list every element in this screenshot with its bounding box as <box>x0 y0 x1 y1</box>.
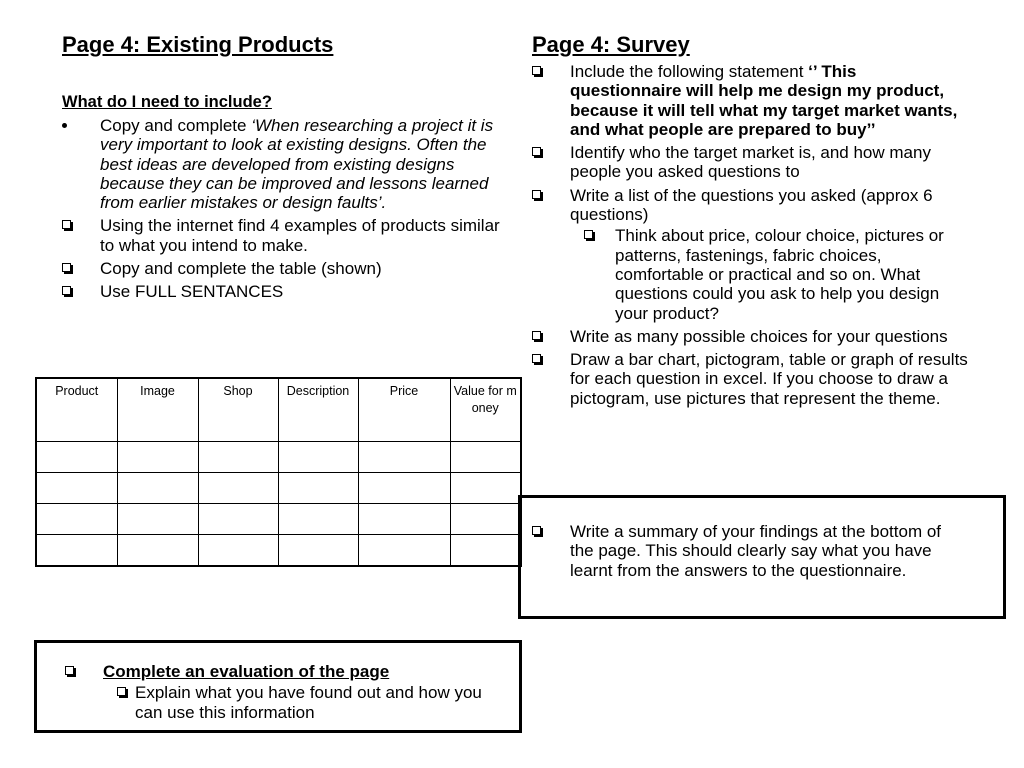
table-cell <box>117 535 198 567</box>
evaluation-subitem-text: Explain what you have found out and how you can use this information <box>135 683 482 722</box>
table-cell <box>36 535 117 567</box>
checkbox-bullet-icon <box>532 190 541 199</box>
evaluation-box <box>34 640 522 733</box>
table-cell <box>450 535 521 567</box>
table-row <box>36 504 521 535</box>
evaluation-subitem <box>103 683 505 722</box>
left-item-table <box>62 259 502 278</box>
table-cell <box>450 504 521 535</box>
left-page-title: Page 4: Existing Products <box>62 32 334 57</box>
table-cell <box>358 504 450 535</box>
checkbox-bullet-icon <box>62 286 71 295</box>
survey-item-questions <box>532 186 972 323</box>
table-cell <box>278 473 358 504</box>
checkbox-bullet-icon <box>584 230 593 239</box>
checkbox-bullet-icon <box>532 526 541 535</box>
left-item-sentences-text: Use FULL SENTANCES <box>100 282 284 302</box>
left-subheading: What do I need to include? <box>62 93 272 111</box>
table-cell <box>117 504 198 535</box>
left-item-quote <box>62 116 502 212</box>
table-cell <box>198 535 278 567</box>
checkbox-bullet-icon <box>117 687 126 696</box>
survey-item-choices <box>532 327 972 346</box>
table-cell <box>358 473 450 504</box>
left-item-internet <box>62 216 502 255</box>
checkbox-bullet-icon <box>532 66 541 75</box>
survey-item-statement-prefix: Include the following statement <box>570 62 809 81</box>
column-header-price: Price <box>358 378 450 442</box>
bullet-dot-icon <box>62 123 67 128</box>
column-header-image: Image <box>117 378 198 442</box>
checkbox-bullet-icon <box>532 331 541 340</box>
table-cell <box>278 504 358 535</box>
survey-item-target-market <box>532 143 972 182</box>
checkbox-bullet-icon <box>65 666 74 675</box>
evaluation-title: Complete an evaluation of the page <box>103 662 390 681</box>
table-row <box>36 473 521 504</box>
table-cell <box>278 442 358 473</box>
summary-item-text: Write a summary of your findings at the bottom of the page. This should clearly say what you have learnt from the answers to the questionnaire. <box>570 522 942 580</box>
left-item-sentences <box>62 282 502 301</box>
table-header-row <box>36 378 521 442</box>
summary-box <box>518 495 1006 619</box>
checkbox-bullet-icon <box>532 354 541 363</box>
checkbox-bullet-icon <box>62 220 71 229</box>
evaluation-checklist <box>65 662 505 726</box>
table-cell <box>117 442 198 473</box>
left-item-quote-text: ‘When researching a project it is very important to look at existing designs. Often the best ideas are developed from existing designs because they can be improved and lessons learned from earlier mistakes or design faults’. <box>100 116 494 213</box>
evaluation-item <box>65 662 505 722</box>
column-header-shop: Shop <box>198 378 278 442</box>
table-cell <box>278 535 358 567</box>
table-cell <box>36 473 117 504</box>
summary-item <box>532 522 962 580</box>
table-row <box>36 442 521 473</box>
table-cell <box>117 473 198 504</box>
checkbox-bullet-icon <box>532 147 541 156</box>
evaluation-sublist <box>103 683 505 722</box>
survey-sublist <box>570 226 972 322</box>
products-table <box>35 377 522 567</box>
table-row <box>36 535 521 567</box>
survey-checklist <box>532 62 972 412</box>
summary-checklist <box>532 522 962 584</box>
right-page-title: Page 4: Survey <box>532 32 690 57</box>
column-header-product: Product <box>36 378 117 442</box>
column-header-description: Description <box>278 378 358 442</box>
survey-item-statement-quote: ‘’ This questionnaire will help me design my product, because it will tell what my target market wants, and what people are prepared to buy’’ <box>570 62 958 139</box>
survey-item-statement <box>532 62 972 139</box>
survey-subitem-think-text: Think about price, colour choice, pictures or patterns, fastenings, fabric choices, comfortable or practical and so on. What questions could you ask to help you design your product? <box>615 226 944 323</box>
checkbox-bullet-icon <box>62 263 71 272</box>
table-cell <box>198 473 278 504</box>
survey-subitem-think <box>570 226 972 322</box>
survey-item-target-market-text: Identify who the target market is, and how many people you asked questions to <box>570 143 931 182</box>
survey-item-chart-text: Draw a bar chart, pictogram, table or graph of results for each question in excel. If you choose to draw a pictogram, use pictures that represent the theme. <box>570 350 968 408</box>
survey-item-chart <box>532 350 972 408</box>
table-cell <box>450 473 521 504</box>
left-item-table-text: Copy and complete the table (shown) <box>100 259 382 279</box>
table-cell <box>36 504 117 535</box>
survey-item-choices-text: Write as many possible choices for your questions <box>570 326 948 346</box>
left-item-quote-prefix: Copy and complete <box>100 116 252 135</box>
table-cell <box>198 442 278 473</box>
left-checklist <box>62 116 502 306</box>
survey-item-questions-text: Write a list of the questions you asked (approx 6 questions) <box>570 185 933 225</box>
table-cell <box>358 442 450 473</box>
table-cell <box>198 504 278 535</box>
left-item-internet-text: Using the internet find 4 examples of products similar to what you intend to make. <box>100 216 500 255</box>
column-header-value-for-money: Value for money <box>450 378 521 442</box>
table-cell <box>358 535 450 567</box>
table-cell <box>36 442 117 473</box>
table-cell <box>450 442 521 473</box>
